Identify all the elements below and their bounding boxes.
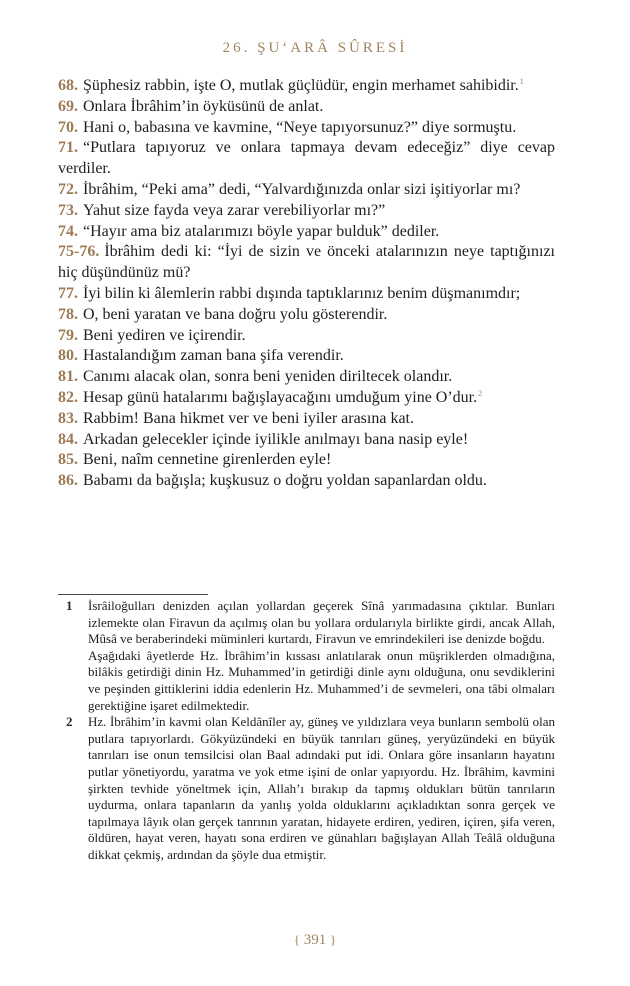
verse-text: Beni, naîm cennetine girenlerden eyle! [83,451,332,469]
verse-number: 83. [58,409,78,427]
verse-text: “Hayır ama biz atalarımızı böyle yapar bulduk” dediler. [83,222,440,240]
verse [58,242,555,284]
page-number-value: 391 [303,932,327,948]
verse-number: 73. [58,201,78,219]
verse-text: “Putlara tapıyoruz ve onlara tapmaya devam edeceğiz” diye cevap verdiler. [58,139,555,178]
verse-text: Hastalandığım zaman bana şifa verendir. [83,347,344,365]
verse-text: Canımı alacak olan, sonra beni yeniden diriltecek olandır. [83,368,453,386]
verse-number: 72. [58,180,78,198]
verse [58,450,555,471]
verse-text: Hani o, babasına ve kavmine, “Neye tapıyorsunuz?” diye sormuştu. [83,118,517,136]
left-ornament-icon: { [293,932,300,947]
verse [58,326,555,347]
verse-number: 77. [58,284,78,302]
verse [58,430,555,451]
footnote-ref[interactable]: 2 [478,388,483,398]
verse-number: 68. [58,77,78,94]
verse-number: 71. [58,139,78,157]
verse-text: Arkadan gelecekler içinde iyilikle anılmayı bana nasip eyle! [83,430,469,448]
right-ornament-icon: } [330,932,337,947]
verse [58,346,555,367]
verse-number: 74. [58,222,78,240]
footnotes [58,598,555,864]
verse-number: 82. [58,388,78,406]
verse-number: 81. [58,368,78,386]
footnote-number: 1 [66,598,73,613]
footnote-paragraph: İsrâiloğulları denizden açılan yollardan geçerek Sînâ yarımadasına çıktılar. Bunları izlemekte olan Firavun da açılmış olan bu yollara ordularıyla birlikte girdi, ancak Allah, Mûsâ ve beraberindeki müminleri kurtardı, Firavun ve emrindekileri ise denizde boğdu. [88,598,555,647]
verse [58,305,555,326]
verse-number: 84. [58,430,78,448]
footnote-number: 2 [66,714,73,730]
verse-text: İbrâhim, “Peki ama” dedi, “Yalvardığınızda onlar sizi işitiyorlar mı? [83,180,521,198]
verse [58,97,555,118]
verse-number: 75-76. [58,243,100,261]
footnote-paragraph: Hz. İbrâhim’in kavmi olan Keldânîler ay, güneş ve yıldızlara veya bunların sembolü olan putlara tapıyorlardı. Gökyüzündeki en büyük tanrıları güneş, yeryüzündeki en büyük tanrıları ise onun temsilcisi olan Baal adındaki put idi. Onlara göre insanların hayatını putlar yönetiyordu, yaratma ve yok etme işini de onlar yapıyordu. Hz. İbrâhim, kavmini şirkten tevhide yöneltmek için, Allah’ı bırakıp da tapmış oldukları bütün tanrıların uydurma, onlara tapanların da yanlış yolda olduklarını açıkladıktan sonra gerçek ve tapılmaya lâyık olan gerçek tanrının yaratan, hidayete erdiren, yediren, içiren, şifa veren, öldüren, hayat veren, hayatı sona erdiren ve günahları bağışlayan Allah Teâlâ olduğuna dikkat çekmiş, ardından da şöyle dua etmiştir. [88,714,555,862]
verse-text: Beni yediren ve içirendir. [83,326,246,344]
verse [58,118,555,139]
verse-number: 70. [58,118,78,136]
page-number [0,932,630,949]
footnote-paragraph: Aşağıdaki âyetlerde Hz. İbrâhim’in kıssası anlatılarak onun müşriklerden olmadığına, bilâkis getirdiği dinin Hz. Muhammed’in getirdiği dinle aynı olduğuna, onu sevdiklerini ve peşinden gittiklerini iddia edenlerin Hz. Muhammed’i de sevmeleri, ona tâbi olmaları gerektiğine işaret edilmektedir. [88,647,555,713]
verse-text: Rabbim! Bana hikmet ver ve beni iyiler arasına kat. [83,409,414,427]
verse-number: 85. [58,451,78,469]
verse [58,76,555,97]
verse [58,180,555,201]
verse-text: İbrâhim dedi ki: “İyi de sizin ve önceki atalarınızın neye taptığınızı hiç düşündünüz mü? [58,243,555,282]
verse [58,388,555,409]
verse [58,471,555,492]
verse-text: Şüphesiz rabbin, işte O, mutlak güçlüdür, engin merhamet sahibidir. [83,77,519,94]
footnote-divider [58,594,208,595]
verse [58,222,555,243]
verse [58,201,555,222]
verse-number: 78. [58,305,78,323]
verse [58,409,555,430]
verse-text: O, beni yaratan ve bana doğru yolu gösterendir. [83,305,388,323]
verse-text: Yahut size fayda veya zarar verebiliyorlar mı?” [83,201,386,219]
verse-list [58,76,555,492]
verse-number: 86. [58,472,78,490]
page-header: 26. ŞU‘ARÂ SÛRESİ [222,40,408,56]
verse-text: Hesap günü hatalarımı bağışlayacağını umduğum yine O’dur. [83,388,478,406]
verse-text: İyi bilin ki âlemlerin rabbi dışında taptıklarınız benim düşmanımdır; [83,284,521,302]
footnote [58,598,555,714]
verse [58,367,555,388]
footnote-ref[interactable]: 1 [519,77,524,86]
verse-text: Onlara İbrâhim’in öyküsünü de anlat. [83,97,324,115]
verse [58,284,555,305]
verse [58,138,555,180]
verse-text: Babamı da bağışla; kuşkusuz o doğru yoldan sapanlardan oldu. [83,472,487,490]
footnote [58,714,555,863]
verse-number: 80. [58,347,78,365]
verse-number: 79. [58,326,78,344]
verse-number: 69. [58,97,78,115]
